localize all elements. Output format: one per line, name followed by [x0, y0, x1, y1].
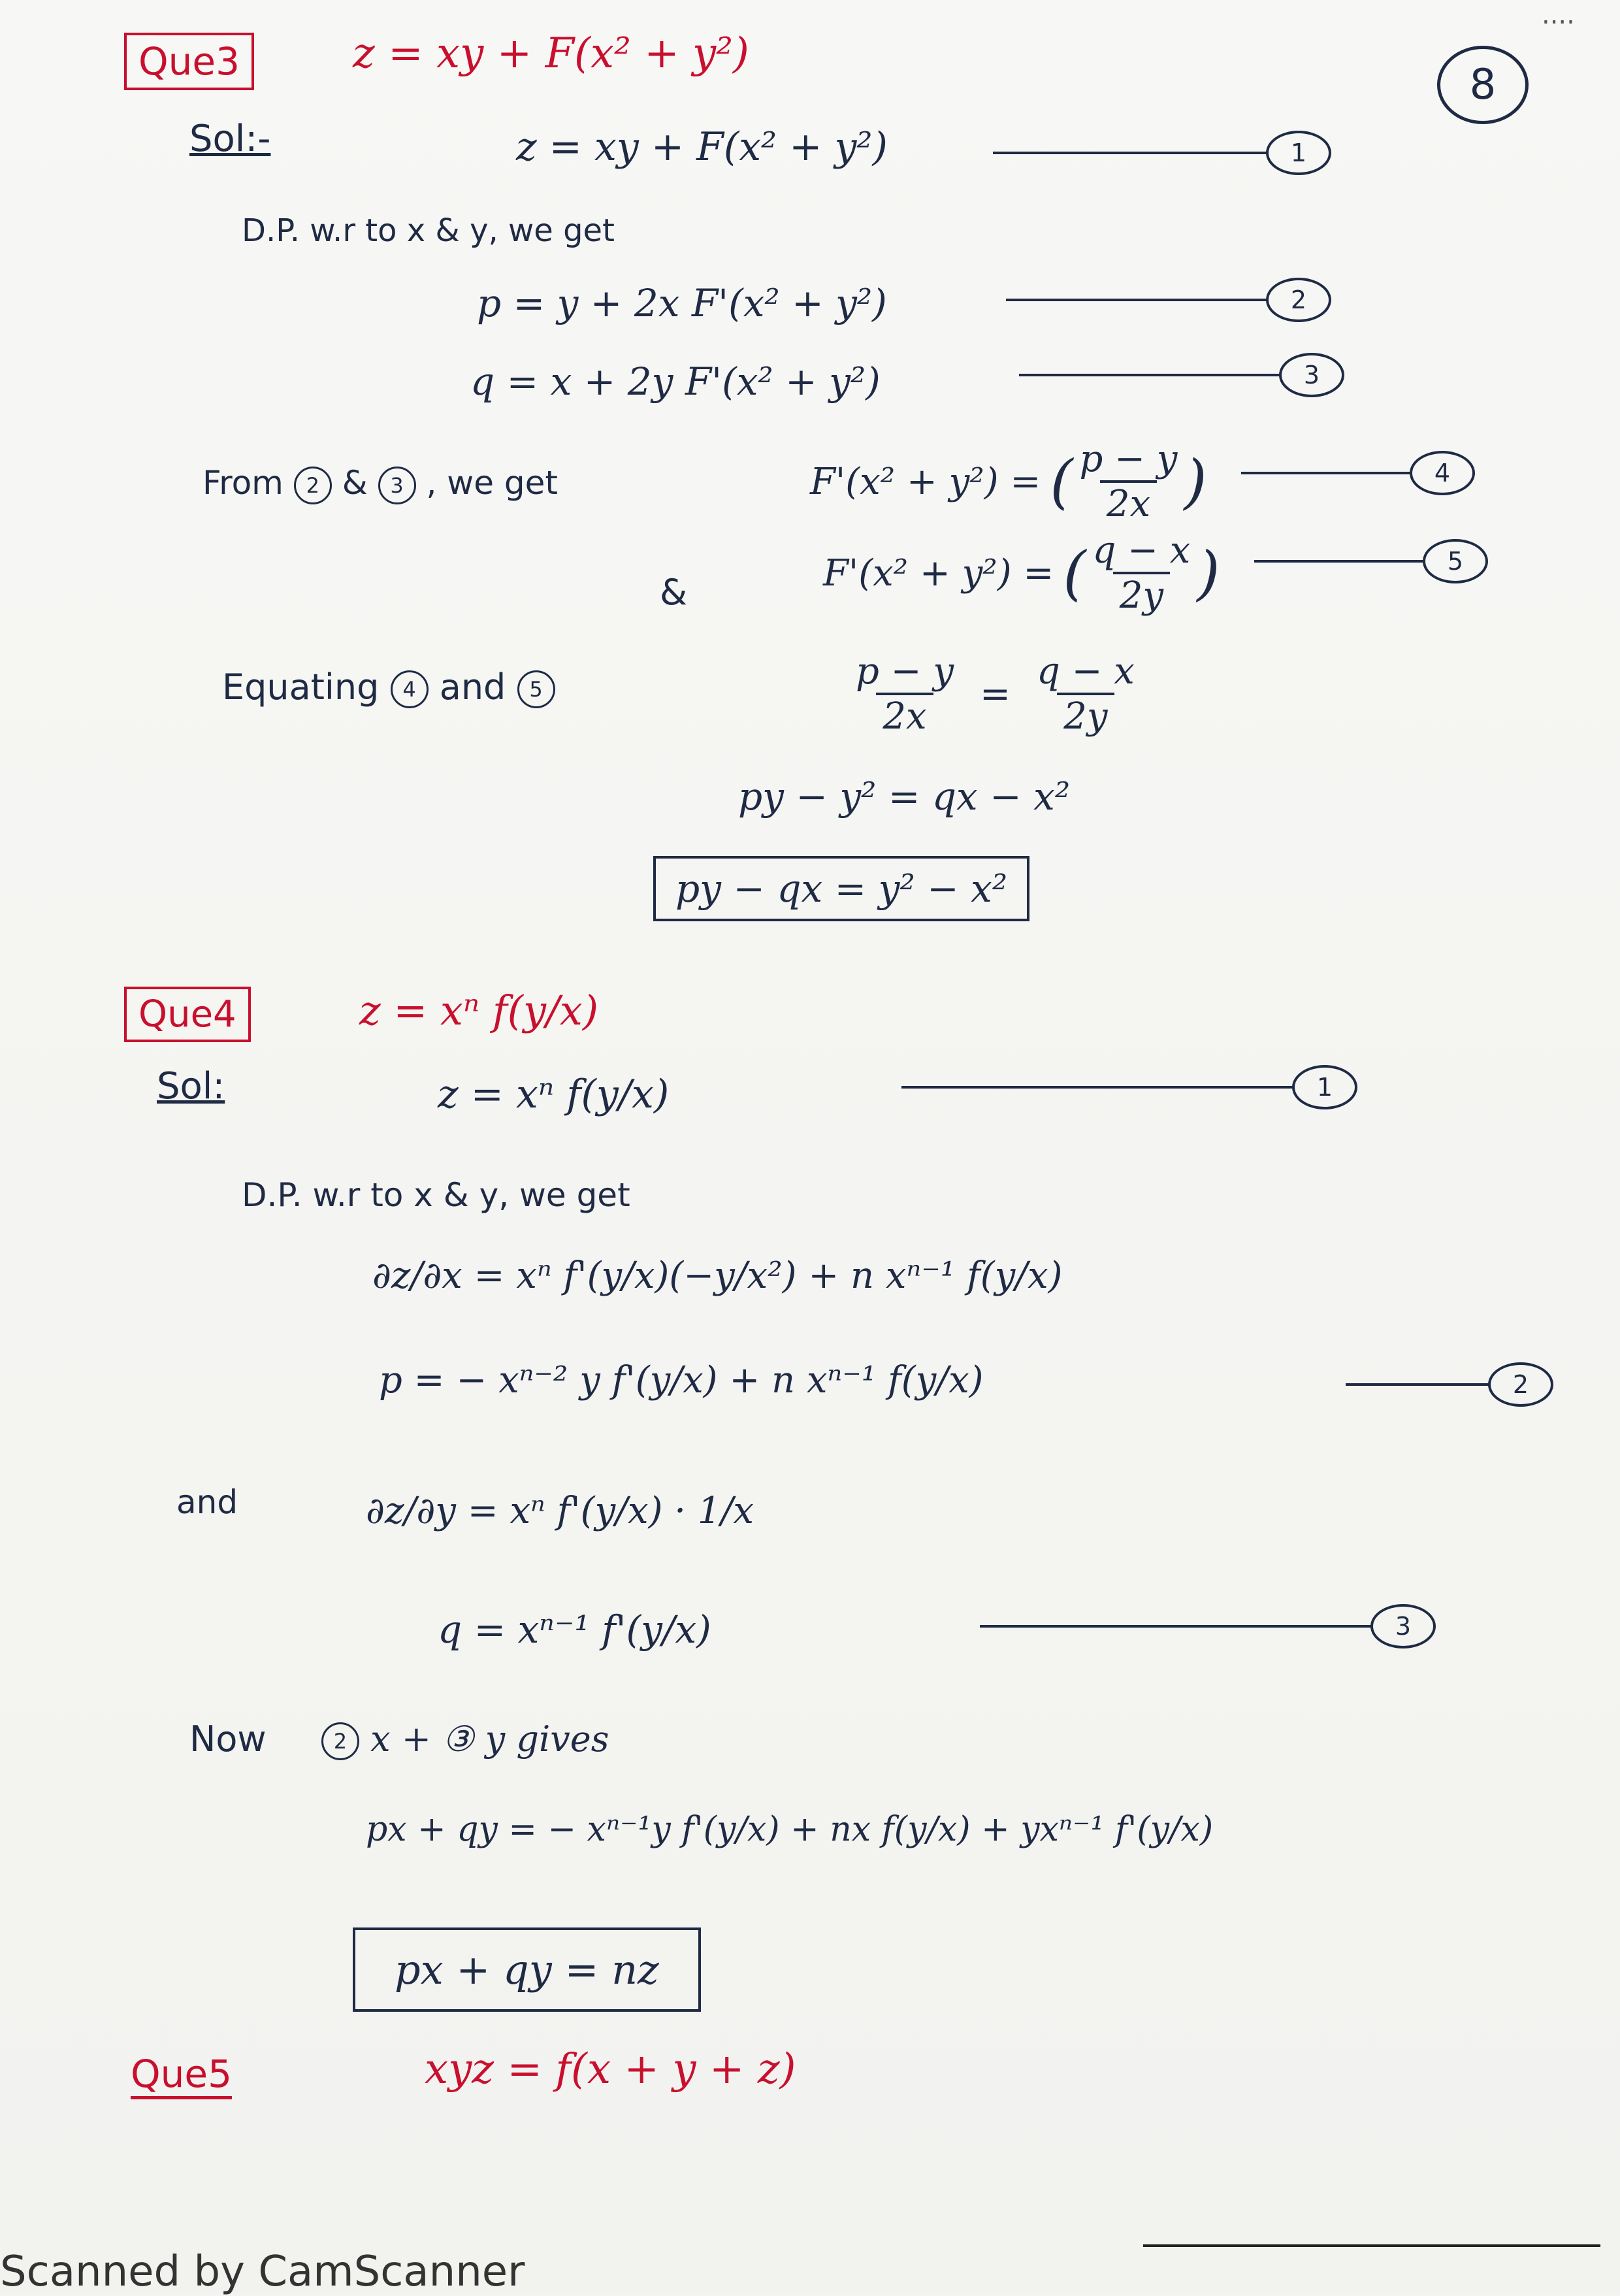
ref-circle: 2	[294, 467, 332, 504]
from-text: From	[202, 464, 284, 502]
q3-eq3-tag: 3	[1019, 353, 1344, 397]
q3-dp-line: D.P. w.r to x & y, we get	[242, 212, 615, 249]
q4-eq4: ∂z/∂y = xⁿ f'(y/x) · 1/x	[366, 1490, 754, 1532]
ref-circle: 2	[321, 1722, 359, 1760]
q3-statement: z = xy + F(x² + y²)	[353, 29, 749, 78]
q3-eq1-tag: 1	[993, 131, 1331, 175]
q3-from-line	[202, 464, 558, 504]
q3-eq3: q = x + 2y F'(x² + y²)	[470, 359, 881, 404]
q4-dp-line: D.P. w.r to x & y, we get	[242, 1176, 630, 1214]
q4-eq5: q = xⁿ⁻¹ f'(y/x)	[438, 1607, 711, 1652]
from-and: &	[342, 464, 368, 502]
scanner-watermark: Scanned by CamScanner	[0, 2248, 525, 2296]
now-text: Now	[189, 1718, 267, 1760]
now-rest: x + ③ y gives	[370, 1718, 609, 1760]
q4-result-box: px + qy = nz	[353, 1927, 701, 2012]
q3-sol-label: Sol:-	[189, 118, 271, 160]
q4-statement: z = xⁿ f(y/x)	[359, 987, 599, 1034]
page-number: 8	[1469, 61, 1497, 109]
q3-amp: &	[660, 572, 688, 613]
footer-rule	[1143, 2244, 1600, 2247]
q3-eq5-tag: 5	[1254, 539, 1488, 583]
q3-eq4-fraction: $\frac{p - y}{2x}$	[1079, 438, 1178, 525]
q5-statement: xyz = f(x + y + z)	[425, 2045, 796, 2093]
q3-eq4-lhs: F'(x² + y²) =	[810, 460, 1041, 503]
q4-eq3: p = − xⁿ⁻² y f'(y/x) + n xⁿ⁻¹ f(y/x)	[379, 1359, 984, 1402]
ref-circle: 5	[517, 670, 555, 708]
q4-eq6: px + qy = − xⁿ⁻¹y f'(y/x) + nx f(y/x) + yxⁿ⁻¹ f'(y/x)	[366, 1810, 1214, 1849]
q3-eq2: p = y + 2x F'(x² + y²)	[477, 281, 887, 325]
q4-eq2: ∂z/∂x = xⁿ f'(y/x)(−y/x²) + n xⁿ⁻¹ f(y/x)	[372, 1255, 1063, 1297]
page-number-badge	[1437, 46, 1529, 124]
q3-eq4: F'(x² + y²) = ( $\frac{p - y}{2x}$ )	[810, 438, 1207, 525]
q3-eq7: py − y² = qx − x²	[738, 774, 1071, 819]
menu-dots: ....	[1542, 0, 1575, 30]
q3-result-box: py − qx = y² − x²	[653, 856, 1029, 921]
q3-eq5: F'(x² + y²) = ( $\frac{q - x}{2y}$ )	[823, 529, 1220, 617]
ref-circle: 3	[378, 467, 416, 504]
q3-eq5-fraction: $\frac{q - x}{2y}$	[1092, 529, 1191, 617]
q3-eq2-tag: 2	[1006, 278, 1331, 322]
q5-label: Que5	[131, 2052, 232, 2099]
we-get: , we get	[426, 464, 558, 502]
q4-eq3-tag: 2	[1346, 1362, 1553, 1407]
q3-eq6-right: $\frac{q - x}{2y}$	[1036, 650, 1135, 738]
q3-equating-line	[222, 666, 555, 708]
q3-label: Que3	[124, 33, 254, 90]
q4-and-text: and	[176, 1483, 238, 1521]
q4-eq5-tag: 3	[980, 1604, 1436, 1648]
equating-and: and	[439, 666, 506, 708]
q4-now-line	[189, 1718, 609, 1760]
q3-eq1: z = xy + F(x² + y²)	[516, 124, 888, 170]
q3-eq5-lhs: F'(x² + y²) =	[823, 551, 1054, 595]
q4-label: Que4	[124, 987, 251, 1042]
ref-circle: 4	[391, 670, 429, 708]
q4-sol-label: Sol:	[157, 1065, 225, 1107]
q3-eq4-tag: 4	[1241, 451, 1475, 495]
q3-eq6: $\frac{p - y}{2x}$ = $\frac{q - x}{2y}$	[849, 650, 1141, 738]
q3-eq6-left: $\frac{p - y}{2x}$	[856, 650, 954, 738]
q4-eq1-tag: 1	[901, 1065, 1357, 1109]
q4-eq1: z = xⁿ f(y/x)	[438, 1072, 670, 1117]
equating-text: Equating	[222, 666, 380, 708]
